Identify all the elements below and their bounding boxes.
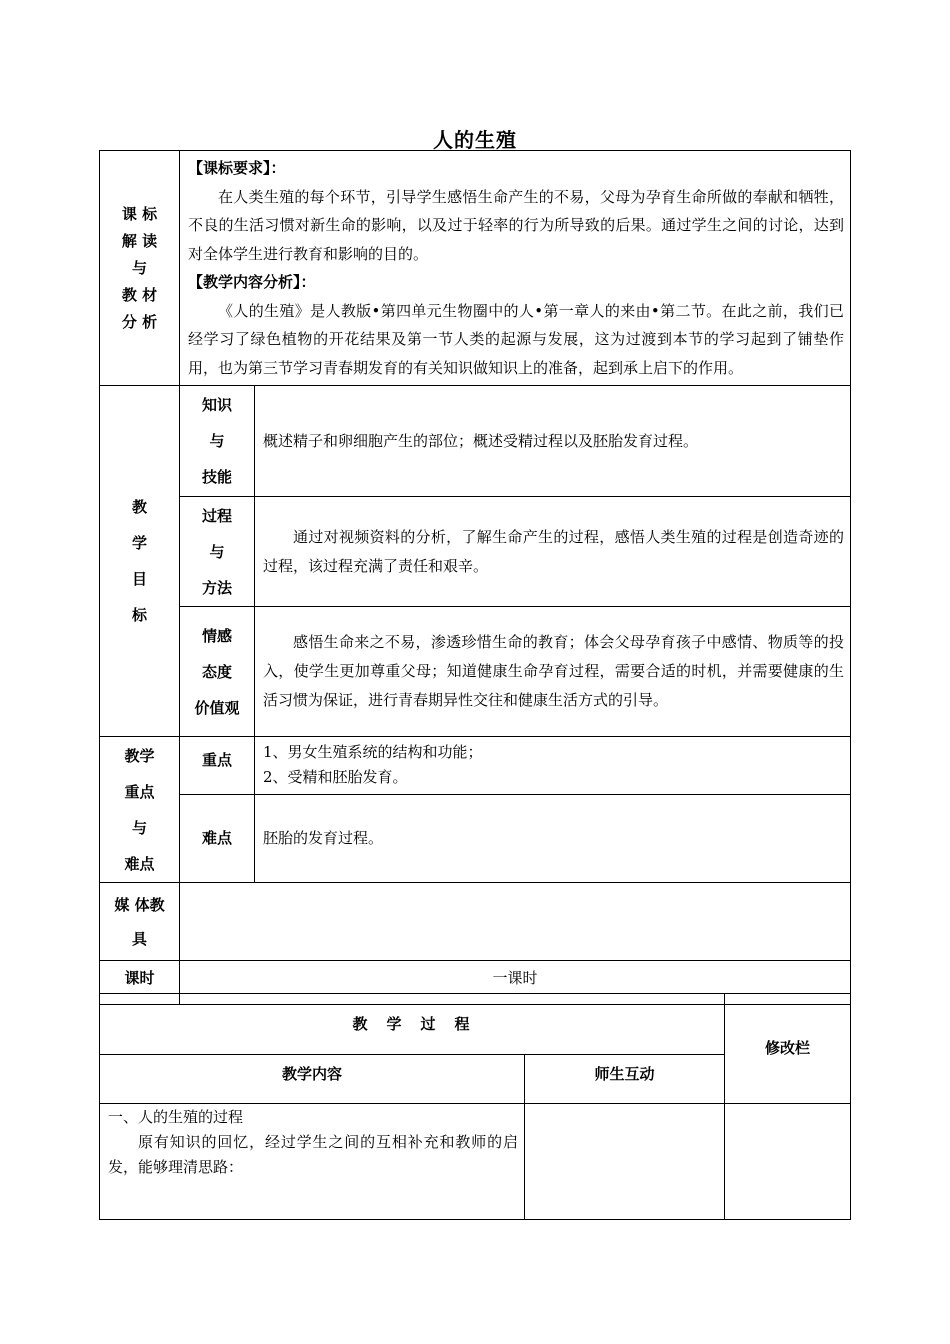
page-title: 人的生殖: [433, 128, 517, 152]
curriculum-requirements-heading: 【课标要求】：: [188, 159, 286, 177]
media-row: [100, 883, 851, 961]
period-label: 课时: [100, 961, 180, 1005]
revision-cell: [725, 1104, 851, 1220]
knowledge-skills-label: 知识 与 技能: [180, 386, 255, 497]
content-analysis-text: 《人的生殖》是人教版•第四单元生物圈中的人•第一章人的来由•第二节。在此之前，我们已经学习了绿色植物的开花结果及第一节人类的起源与发展，这为过渡到本节的学习起到了铺垫作用，也为第三节学习青春期发育的有关知识做知识上的准备，起到承上启下的作用。: [188, 301, 844, 377]
process-content-cell: [100, 1104, 525, 1220]
process-body-row: [100, 1104, 851, 1220]
emotion-attitude-label: 情感 态度 价值观: [180, 607, 255, 737]
objectives-label: 教 学 目 标: [100, 386, 180, 737]
focus-text: [255, 737, 851, 795]
objective-knowledge-row: [100, 386, 851, 497]
teaching-process-table: [99, 993, 851, 1220]
knowledge-skills-text: 概述精子和卵细胞产生的部位；概述受精过程以及胚胎发育过程。: [255, 386, 851, 497]
media-label: 媒 体教 具: [100, 883, 180, 961]
interaction-column-header: 师生互动: [525, 1055, 725, 1104]
curriculum-content: [180, 151, 851, 386]
content-column-header: 教学内容: [100, 1055, 525, 1104]
revision-column-header: 修改栏: [725, 994, 851, 1104]
objective-process-row: [100, 497, 851, 607]
process-header-row: [100, 994, 851, 1055]
focus-item: 1、男女生殖系统的结构和功能；: [263, 743, 483, 761]
difficulty-text: 胚胎的发育过程。: [255, 795, 851, 883]
lesson-plan-table: [99, 150, 851, 1005]
section-title: 一、人的生殖的过程: [108, 1108, 244, 1126]
focus-row: [100, 737, 851, 795]
content-analysis-heading: 【教学内容分析】：: [188, 273, 316, 291]
objective-emotion-row: [100, 607, 851, 737]
process-methods-label: 过程 与 方法: [180, 497, 255, 607]
focus-label: 重点: [180, 737, 255, 795]
curriculum-requirements-text: 在人类生殖的每个环节，引导学生感悟生命产生的不易，父母为孕育生命所做的奉献和牺牲，不良的生活习惯对新生命的影响，以及过于轻率的行为所导致的后果。通过学生之间的讨论，达到对全体学生进行教育和影响的目的。: [188, 187, 844, 263]
keypoints-label: 教学 重点 与 难点: [100, 737, 180, 883]
section-text: 原有知识的回忆，经过学生之间的互相补充和教师的启发，能够理清思路：: [108, 1133, 518, 1176]
process-methods-text: 通过对视频资料的分析，了解生命产生的过程，感悟人类生殖的过程是创造奇迹的过程，该过程充满了责任和艰辛。: [255, 497, 851, 607]
period-value: 一课时: [180, 961, 851, 1005]
process-header: 教 学 过 程: [100, 994, 725, 1055]
difficulty-label: 难点: [180, 795, 255, 883]
interaction-cell: [525, 1104, 725, 1220]
focus-item: 2、受精和胚胎发育。: [263, 768, 408, 786]
difficulty-row: [100, 795, 851, 883]
emotion-attitude-text: 感悟生命来之不易，渗透珍惜生命的教育；体会父母孕育孩子中感情、物质等的投入，使学生更加尊重父母；知道健康生命孕育过程，需要合适的时机，并需要健康的生活习惯为保证，进行青春期异性交往和健康生活方式的引导。: [255, 607, 851, 737]
curriculum-label: 课 标 解 读 与 教 材 分 析: [100, 151, 180, 386]
media-content: [180, 883, 851, 961]
curriculum-row: [100, 151, 851, 386]
